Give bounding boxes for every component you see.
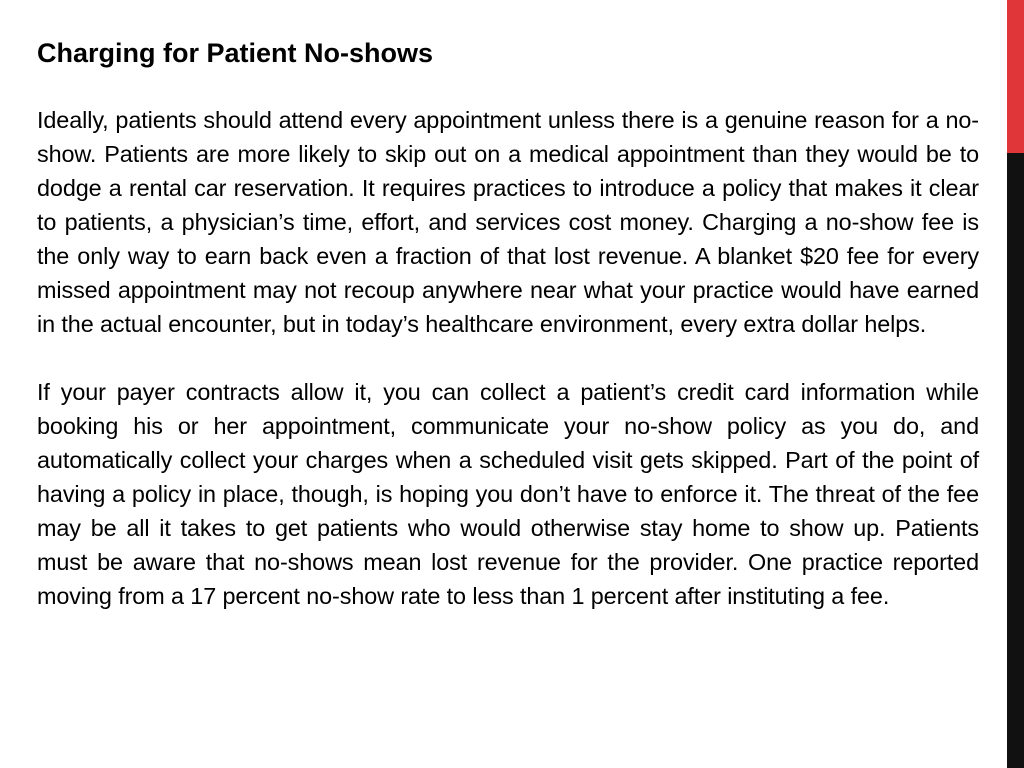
accent-bar-red [1007, 0, 1024, 153]
paragraph-1: Ideally, patients should attend every appointment unless there is a genuine reason for a no-show. Patients are more likely to skip out on a medical appointment than they would be to dodge a rental car reservation. It requires practices to introduce a policy that makes it clear to patients, a physician’s time, effort, and services cost money. Charging a no-show fee is the only way to earn back even a fraction of that lost revenue. A blanket $20 fee for every missed appointment may not recoup anywhere near what your practice would have earned in the actual encounter, but in today’s healthcare environment, every extra dollar helps. [37, 107, 979, 337]
slide-title: Charging for Patient No-shows [37, 38, 434, 68]
accent-bar-dark [1007, 153, 1024, 768]
slide-body [37, 103, 979, 613]
paragraph-2: If your payer contracts allow it, you can collect a patient’s credit card information while booking his or her appointment, communicate your no-show policy as you do, and automatically collect your charges when a scheduled visit gets skipped. Part of the point of having a policy in place, though, is hoping you don’t have to enforce it. The threat of the fee may be all it takes to get patients who would otherwise stay home to show up. Patients must be aware that no-shows mean lost revenue for the provider. One practice reported moving from a 17 percent no-show rate to less than 1 percent after instituting a fee. [37, 379, 979, 609]
